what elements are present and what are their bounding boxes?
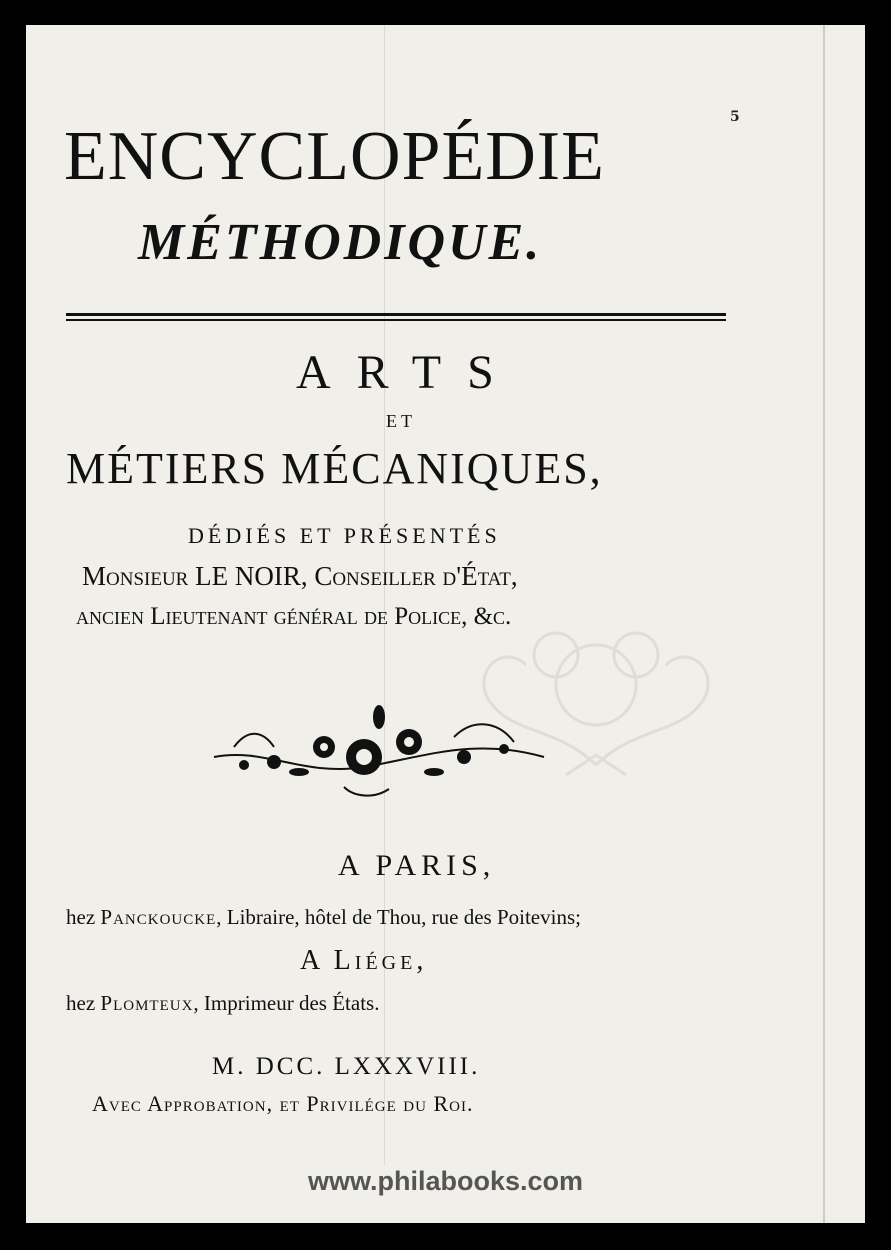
title-rule-thin: [66, 319, 726, 321]
floral-ornament: [204, 687, 554, 807]
title-page: [26, 25, 865, 1223]
dedication-line: DÉDIÉS ET PRÉSENTÉS: [188, 523, 501, 548]
section-arts: ARTS: [296, 346, 520, 399]
title-rule-thick: [66, 313, 726, 316]
publisher-paris: [66, 905, 581, 930]
publisher-liege-role: , Imprimeur des États.: [193, 991, 380, 1015]
approbation-text: Avec Approbation, et Privilége du Roi.: [92, 1091, 474, 1116]
title-encyclopedie: ENCYCLOPÉDIE: [64, 118, 605, 195]
publisher-liege-prefix: hez: [66, 991, 101, 1015]
publisher-liege: [66, 991, 379, 1016]
publisher-liege-name: Plomteux: [100, 991, 194, 1015]
page-edge: [823, 25, 825, 1223]
publisher-paris-address: , Libraire, hôtel de Thou, rue des Poitevins;: [216, 905, 581, 929]
site-watermark: www.philabooks.com: [307, 1166, 584, 1196]
title-methodique: MÉTHODIQUE.: [138, 214, 543, 271]
imprint-city-liege: A Liége,: [300, 945, 428, 976]
recipient-line-2: ancien Lieutenant général de Police, &c.: [76, 603, 512, 630]
page-number: 5: [730, 109, 740, 125]
approbation-line: [92, 1091, 473, 1117]
publication-year: M. DCC. LXXXVIII.: [212, 1053, 481, 1080]
imprint-city-paris: A PARIS,: [338, 849, 496, 882]
publisher-paris-name: Panckoucke: [100, 905, 217, 929]
conjunction-et: ET: [386, 411, 416, 431]
subject-metiers: MÉTIERS MÉCANIQUES,: [66, 444, 603, 493]
recipient-line-1: Monsieur LE NOIR, Conseiller d'État,: [82, 561, 518, 591]
publisher-paris-prefix: hez: [66, 905, 101, 929]
